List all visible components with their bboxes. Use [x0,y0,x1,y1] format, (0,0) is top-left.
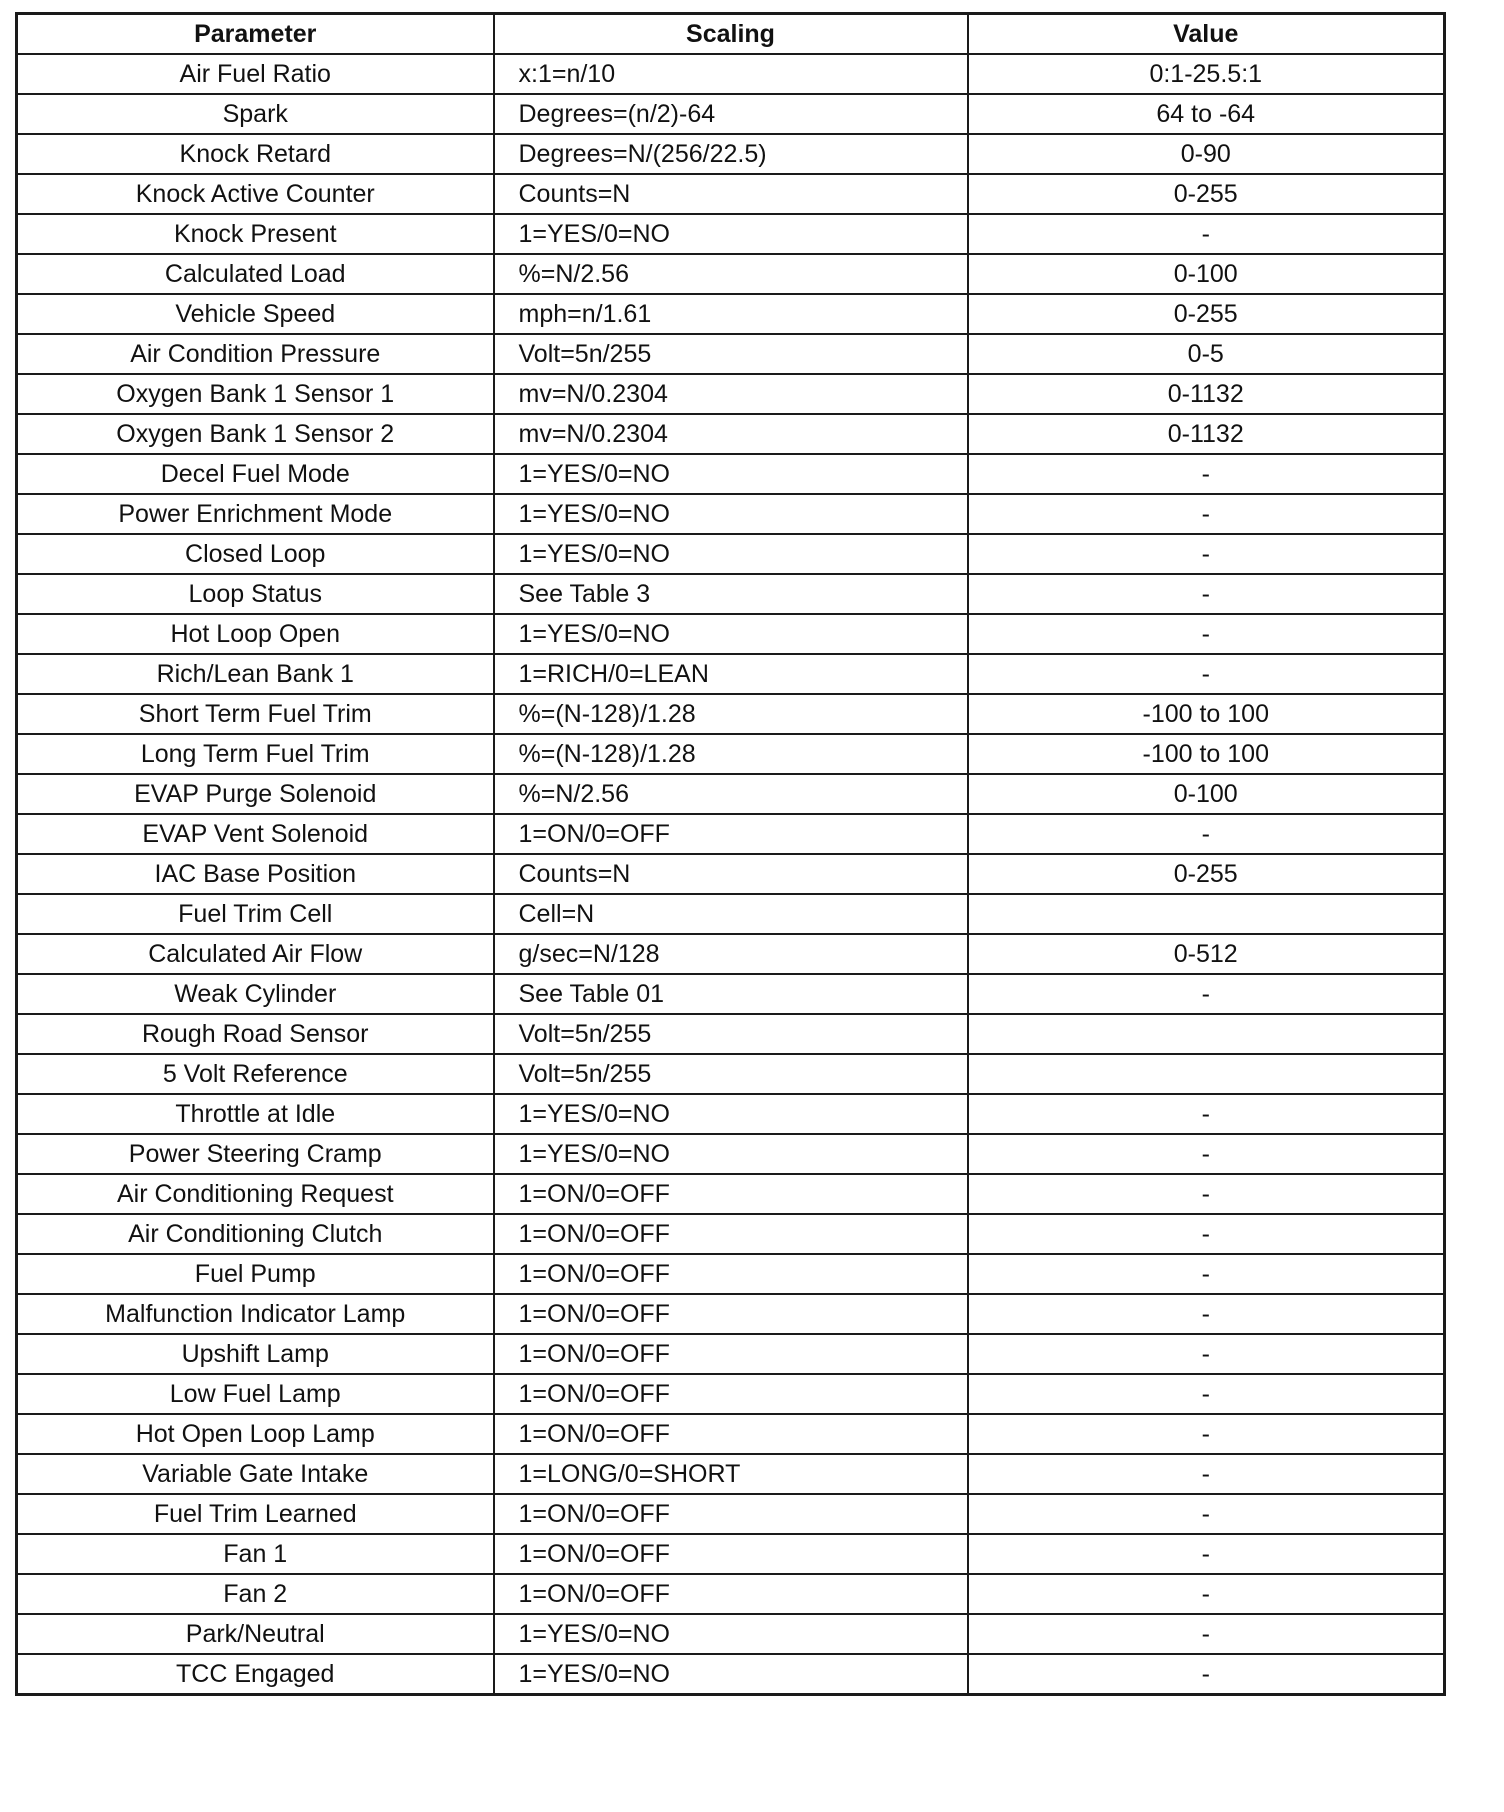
cell-parameter: Calculated Air Flow [17,934,494,974]
table-row [17,1334,1445,1374]
cell-scaling: 1=ON/0=OFF [494,1414,968,1454]
cell-parameter: Weak Cylinder [17,974,494,1014]
header-row [17,14,1445,55]
cell-value: - [968,1294,1445,1334]
cell-scaling: 1=ON/0=OFF [494,1334,968,1374]
cell-scaling: 1=ON/0=OFF [494,1254,968,1294]
cell-scaling: 1=ON/0=OFF [494,1174,968,1214]
cell-scaling: mv=N/0.2304 [494,374,968,414]
table-row [17,174,1445,214]
table-row [17,974,1445,1014]
cell-scaling: 1=LONG/0=SHORT [494,1454,968,1494]
cell-scaling: 1=YES/0=NO [494,494,968,534]
cell-scaling: Cell=N [494,894,968,934]
table-row [17,54,1445,94]
cell-scaling: x:1=n/10 [494,54,968,94]
cell-scaling: Degrees=(n/2)-64 [494,94,968,134]
cell-parameter: Upshift Lamp [17,1334,494,1374]
cell-scaling: See Table 3 [494,574,968,614]
cell-parameter: Throttle at Idle [17,1094,494,1134]
cell-parameter: Power Steering Cramp [17,1134,494,1174]
table-row [17,1614,1445,1654]
cell-parameter: Fuel Pump [17,1254,494,1294]
header-scaling: Scaling [494,14,968,55]
cell-value: 0-5 [968,334,1445,374]
cell-value: 0-255 [968,854,1445,894]
cell-value: 0-90 [968,134,1445,174]
cell-scaling: 1=YES/0=NO [494,1094,968,1134]
cell-parameter: Rich/Lean Bank 1 [17,654,494,694]
table-row [17,1654,1445,1695]
cell-parameter: Hot Open Loop Lamp [17,1414,494,1454]
cell-scaling: 1=ON/0=OFF [494,1574,968,1614]
cell-value [968,894,1445,934]
table-row [17,1574,1445,1614]
cell-value: - [968,534,1445,574]
cell-parameter: Malfunction Indicator Lamp [17,1294,494,1334]
table-row [17,614,1445,654]
cell-value [968,1014,1445,1054]
table-row [17,1054,1445,1094]
cell-parameter: Loop Status [17,574,494,614]
cell-scaling: Volt=5n/255 [494,1054,968,1094]
cell-scaling: %=(N-128)/1.28 [494,734,968,774]
cell-scaling: Degrees=N/(256/22.5) [494,134,968,174]
cell-parameter: Calculated Load [17,254,494,294]
cell-value: - [968,1454,1445,1494]
cell-value: 0-255 [968,294,1445,334]
cell-parameter: Closed Loop [17,534,494,574]
cell-parameter: Oxygen Bank 1 Sensor 2 [17,414,494,454]
cell-value: 0-100 [968,254,1445,294]
cell-value: - [968,1374,1445,1414]
table-row [17,734,1445,774]
cell-scaling: g/sec=N/128 [494,934,968,974]
table-row [17,934,1445,974]
table-row [17,534,1445,574]
cell-value: -100 to 100 [968,694,1445,734]
cell-parameter: Short Term Fuel Trim [17,694,494,734]
cell-parameter: Fuel Trim Cell [17,894,494,934]
cell-parameter: EVAP Vent Solenoid [17,814,494,854]
header-parameter: Parameter [17,14,494,55]
cell-parameter: Knock Active Counter [17,174,494,214]
table-row [17,294,1445,334]
table-row [17,134,1445,174]
cell-scaling: 1=YES/0=NO [494,454,968,494]
cell-parameter: TCC Engaged [17,1654,494,1695]
cell-scaling: 1=YES/0=NO [494,1654,968,1695]
cell-value: - [968,1094,1445,1134]
cell-value: - [968,1534,1445,1574]
cell-value: - [968,1174,1445,1214]
cell-value: - [968,1494,1445,1534]
cell-parameter: Rough Road Sensor [17,1014,494,1054]
cell-scaling: 1=YES/0=NO [494,214,968,254]
cell-scaling: See Table 01 [494,974,968,1014]
cell-value [968,1054,1445,1094]
table-row [17,1014,1445,1054]
cell-value: - [968,494,1445,534]
table-row [17,1174,1445,1214]
table-row [17,654,1445,694]
table-row [17,1494,1445,1534]
cell-parameter: Spark [17,94,494,134]
cell-scaling: 1=YES/0=NO [494,1134,968,1174]
table-row [17,454,1445,494]
table-row [17,494,1445,534]
cell-parameter: Variable Gate Intake [17,1454,494,1494]
cell-parameter: EVAP Purge Solenoid [17,774,494,814]
cell-value: 0-512 [968,934,1445,974]
cell-value: - [968,1214,1445,1254]
parameter-table [15,12,1446,1696]
cell-parameter: Air Conditioning Clutch [17,1214,494,1254]
table-row [17,374,1445,414]
cell-value: - [968,454,1445,494]
table-body [17,54,1445,1695]
cell-value: - [968,1654,1445,1695]
cell-value: - [968,1254,1445,1294]
table-row [17,854,1445,894]
parameter-table-container [15,12,1443,1696]
table-row [17,254,1445,294]
cell-parameter: Air Fuel Ratio [17,54,494,94]
cell-parameter: Fuel Trim Learned [17,1494,494,1534]
cell-scaling: 1=ON/0=OFF [494,1374,968,1414]
table-row [17,814,1445,854]
cell-value: - [968,814,1445,854]
table-row [17,1534,1445,1574]
table-row [17,774,1445,814]
table-row [17,214,1445,254]
cell-scaling: Volt=5n/255 [494,334,968,374]
cell-value: 0-1132 [968,414,1445,454]
cell-scaling: 1=ON/0=OFF [494,1534,968,1574]
cell-value: - [968,1134,1445,1174]
cell-value: 64 to -64 [968,94,1445,134]
table-row [17,694,1445,734]
cell-value: - [968,614,1445,654]
cell-value: 0:1-25.5:1 [968,54,1445,94]
cell-scaling: %=(N-128)/1.28 [494,694,968,734]
table-row [17,1374,1445,1414]
cell-parameter: Oxygen Bank 1 Sensor 1 [17,374,494,414]
cell-scaling: Counts=N [494,174,968,214]
cell-parameter: Knock Present [17,214,494,254]
cell-value: 0-1132 [968,374,1445,414]
cell-scaling: 1=ON/0=OFF [494,814,968,854]
cell-parameter: Power Enrichment Mode [17,494,494,534]
cell-parameter: 5 Volt Reference [17,1054,494,1094]
table-row [17,894,1445,934]
cell-parameter: Decel Fuel Mode [17,454,494,494]
cell-parameter: Knock Retard [17,134,494,174]
cell-scaling: mv=N/0.2304 [494,414,968,454]
cell-scaling: Volt=5n/255 [494,1014,968,1054]
cell-parameter: Long Term Fuel Trim [17,734,494,774]
table-row [17,1254,1445,1294]
cell-scaling: 1=YES/0=NO [494,534,968,574]
cell-value: - [968,1614,1445,1654]
cell-scaling: 1=ON/0=OFF [494,1494,968,1534]
cell-scaling: mph=n/1.61 [494,294,968,334]
cell-value: - [968,654,1445,694]
cell-scaling: %=N/2.56 [494,774,968,814]
cell-parameter: IAC Base Position [17,854,494,894]
cell-value: 0-255 [968,174,1445,214]
cell-parameter: Air Conditioning Request [17,1174,494,1214]
cell-scaling: 1=ON/0=OFF [494,1214,968,1254]
table-row [17,1294,1445,1334]
cell-value: - [968,1334,1445,1374]
table-row [17,574,1445,614]
cell-scaling: 1=YES/0=NO [494,1614,968,1654]
header-value: Value [968,14,1445,55]
cell-scaling: %=N/2.56 [494,254,968,294]
table-row [17,1094,1445,1134]
cell-parameter: Air Condition Pressure [17,334,494,374]
cell-value: - [968,1414,1445,1454]
cell-parameter: Vehicle Speed [17,294,494,334]
cell-parameter: Fan 2 [17,1574,494,1614]
table-row [17,414,1445,454]
cell-parameter: Park/Neutral [17,1614,494,1654]
table-header [17,14,1445,55]
cell-scaling: 1=RICH/0=LEAN [494,654,968,694]
cell-value: - [968,1574,1445,1614]
cell-scaling: 1=ON/0=OFF [494,1294,968,1334]
table-row [17,94,1445,134]
cell-parameter: Hot Loop Open [17,614,494,654]
cell-scaling: 1=YES/0=NO [494,614,968,654]
table-row [17,1134,1445,1174]
table-row [17,1214,1445,1254]
table-row [17,1454,1445,1494]
cell-parameter: Low Fuel Lamp [17,1374,494,1414]
cell-value: - [968,214,1445,254]
cell-value: 0-100 [968,774,1445,814]
cell-value: - [968,974,1445,1014]
cell-value: -100 to 100 [968,734,1445,774]
table-row [17,334,1445,374]
cell-scaling: Counts=N [494,854,968,894]
table-row [17,1414,1445,1454]
cell-parameter: Fan 1 [17,1534,494,1574]
cell-value: - [968,574,1445,614]
